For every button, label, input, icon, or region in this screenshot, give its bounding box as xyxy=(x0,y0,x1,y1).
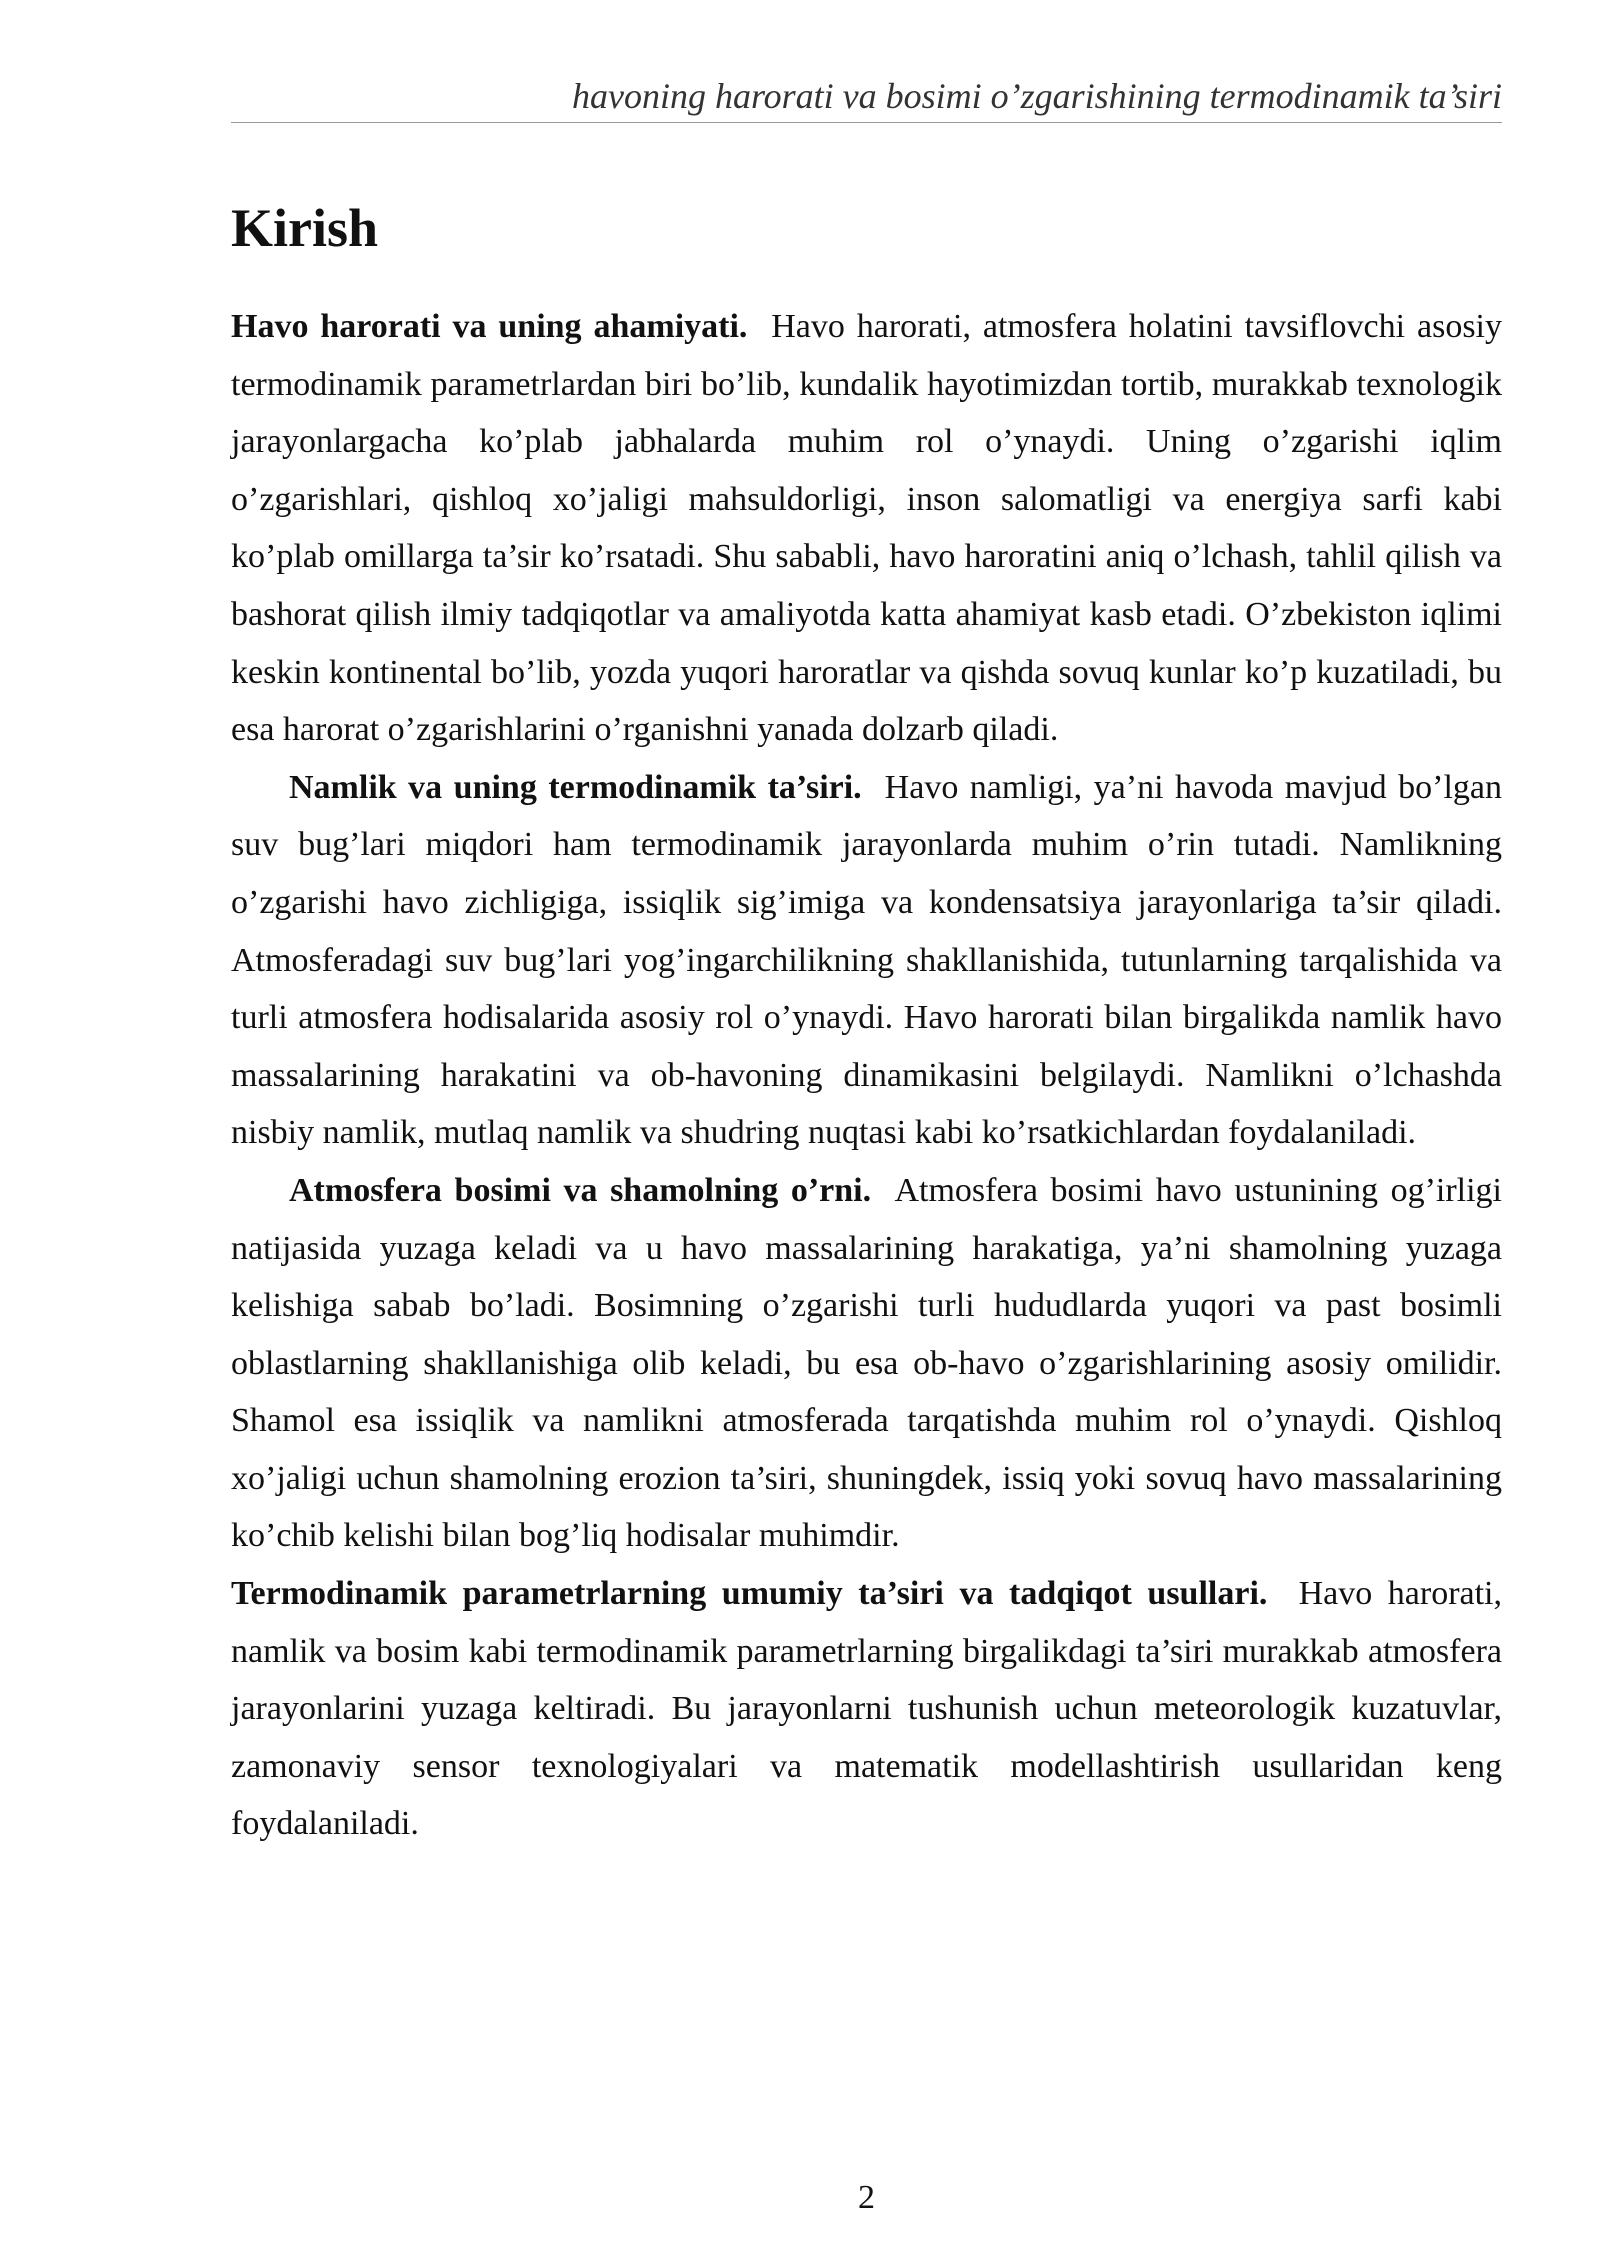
running-header: havoning harorati va bosimi o’zgarishining termodinamik ta’siri xyxy=(231,72,1502,123)
paragraph-heading: Termodinamik parametrlarning umumiy ta’siri va tadqiqot usullari. xyxy=(231,1575,1268,1613)
paragraph-text: Atmosfera bosimi havo ustunining og’irligi natijasida yuzaga keladi va u havo massalarining harakatiga, ya’ni shamolning yuzaga kelishiga sabab bo’ladi. Bosimning o’zgarishi turli hududlarda yuqori va past bosimli oblastlarning shakllanishiga olib keladi, bu esa ob-havo o’zgarishlarining asosiy omilidir. Shamol esa issiqlik va namlikni atmosferada tarqatishda muhim rol o’ynaydi. Qishloq xo’jaligi uchun shamolning erozion ta’siri, shuningdek, issiq yoki sovuq havo massalarining ko’chib kelishi bilan bog’liq hodisalar muhimdir. xyxy=(231,1171,1503,1555)
paragraph-heading: Atmosfera bosimi va shamolning o’rni. xyxy=(289,1171,872,1209)
paragraph-air-temperature xyxy=(231,298,1502,759)
paragraph-research-methods xyxy=(231,1565,1502,1853)
document-body xyxy=(231,196,1502,1853)
paragraph-humidity xyxy=(231,759,1502,1162)
paragraph-text: Havo harorati, namlik va bosim kabi termodinamik parametrlarning birgalikdagi ta’siri murakkab atmosfera jarayonlarini yuzaga keltiradi. Bu jarayonlarni tushunish uchun meteorologik kuzatuvlar, zamonaviy sensor texnologiyalari va matematik modellashtirish usullaridan keng foydalaniladi. xyxy=(231,1575,1503,1843)
paragraph-text: Havo harorati, atmosfera holatini tavsiflovchi asosiy termodinamik parametrlardan biri bo’lib, kundalik hayotimizdan tortib, murakkab texnologik jarayonlargacha ko’plab jabhalarda muhim rol o’ynaydi. Uning o’zgarishi iqlim o’zgarishlari, qishloq xo’jaligi mahsuldorligi, inson salomatligi va energiya sarfi kabi ko’plab omillarga ta’sir ko’rsatadi. Shu sababli, havo haroratini aniq o’lchash, tahlil qilish va bashorat qilish ilmiy tadqiqotlar va amaliyotda katta ahamiyat kasb etadi. O’zbekiston iqlimi keskin kontinental bo’lib, yozda yuqori haroratlar va qishda sovuq kunlar ko’p kuzatiladi, bu esa harorat o’zgarishlarini o’rganishni yanada dolzarb qiladi. xyxy=(231,308,1502,749)
paragraph-heading: Namlik va uning termodinamik ta’siri. xyxy=(289,768,862,806)
paragraph-text: Havo namligi, ya’ni havoda mavjud bo’lgan suv bug’lari miqdori ham termodinamik jarayonlarda muhim o’rin tutadi. Namlikning o’zgarishi havo zichligiga, issiqlik sig’imiga va kondensatsiya jarayonlariga ta’sir qiladi. Atmosferadagi suv bug’lari yog’ingarchilikning shakllanishida, tutunlarning tarqalishida va turli atmosfera hodisalarida asosiy rol o’ynaydi. Havo harorati bilan birgalikda namlik havo massalarining harakatini va ob-havoning dinamikasini belgilaydi. Namlikni o’lchashda nisbiy namlik, mutlaq namlik va shudring nuqtasi kabi ko’rsatkichlardan foydalaniladi. xyxy=(231,768,1503,1152)
paragraph-pressure-wind xyxy=(231,1162,1502,1565)
section-title: Kirish xyxy=(231,198,379,258)
paragraph-heading: Havo harorati va uning ahamiyati. xyxy=(231,308,748,345)
page-number: 2 xyxy=(858,2179,875,2216)
